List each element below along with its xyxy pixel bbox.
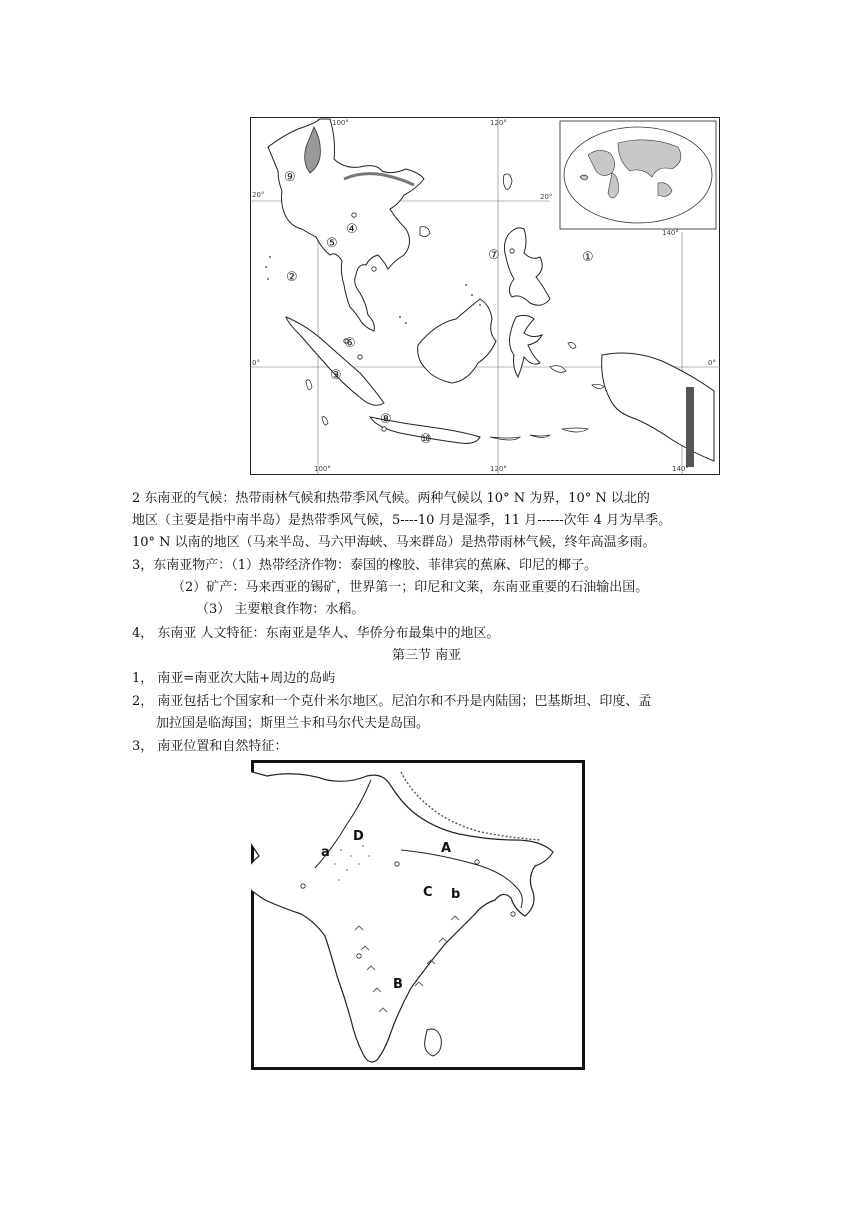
region-number: ④ [346,222,358,237]
south-asia-line-2a: 2， 南亚包括七个国家和一个克什米尔地区。尼泊尔和不丹是内陆国；巴基斯坦、印度、孟 [132,694,652,709]
culture-line: 4， 东南亚 人文特征：东南亚是华人、华侨分布最集中的地区。 [132,626,500,641]
southeast-asia-map [250,117,720,475]
region-number: ① [582,250,594,265]
region-number: ⑧ [380,412,392,427]
region-number: ⑤ [326,236,338,251]
lat-label: 0° [252,359,260,367]
products-line-3: （3） 主要粮食作物：水稻。 [196,602,365,617]
region-number: ② [286,270,298,285]
lon-label: 100° [332,119,349,127]
products-line-2: （2）矿产：马来西亚的锡矿，世界第一；印尼和文莱，东南亚重要的石油输出国。 [172,580,649,595]
map-label-d: D [353,829,364,844]
climate-line-3: 10° N 以南的地区（马来半岛、马六甲海峡、马来群岛）是热带雨林气候，终年高温多雨。 [132,535,656,550]
climate-line-2: 地区（主要是指中南半岛）是热带季风气候，5----10 月是湿季，11 月------次年 4 月为旱季。 [132,513,672,528]
region-number: ⑨ [284,170,296,185]
products-line-1: 3，东南亚物产：（1）热带经济作物：泰国的橡胶、菲律宾的蕉麻、印尼的椰子。 [132,558,598,573]
lon-label: 140° [672,465,689,473]
map-label-a-lower: a [321,845,330,860]
region-number: ⑦ [488,248,500,263]
map-label-a-upper: A [441,841,452,856]
south-asia-line-3: 3， 南亚位置和自然特征： [132,739,288,754]
lat-label: 0° [708,359,716,367]
south-asia-line-1: 1， 南亚=南亚次大陆+周边的岛屿 [132,671,336,686]
south-asia-line-2b: 加拉国是临海国；斯里兰卡和马尔代夫是岛国。 [156,716,430,731]
region-number: ③ [330,368,342,383]
region-number: ⑩ [420,432,432,447]
lat-label: 20° [540,193,553,201]
climate-line-1: 2 东南亚的气候：热带雨林气候和热带季风气候。两种气候以 10° N 为界，10° N 以北的 [132,491,650,506]
region-number: ⑥ [344,336,356,351]
section-title: 第三节 南亚 [392,648,462,663]
lon-label: 100° [314,465,331,473]
map-label-c: C [423,885,433,900]
lon-label: 120° [490,119,507,127]
map-label-b-upper: B [393,977,403,992]
lat-label: 20° [252,191,265,199]
south-asia-map [251,760,585,1070]
lon-label: 120° [490,465,507,473]
lon-label: 140° [662,229,679,237]
map-label-b-lower: b [451,887,461,902]
